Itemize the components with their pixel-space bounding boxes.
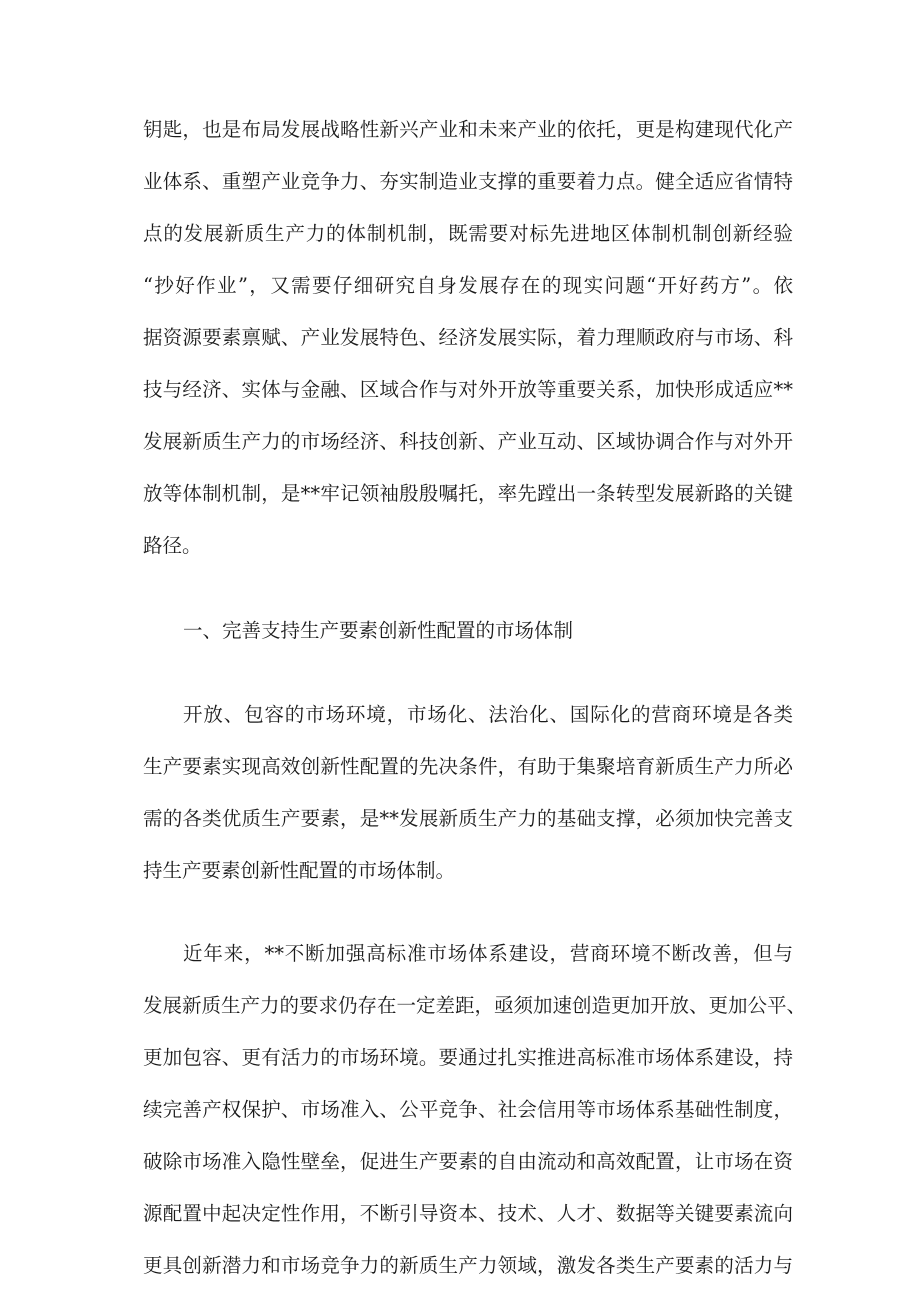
paragraph-line: 需的各类优质生产要素，是**发展新质生产力的基础支撑，必须加快完善支 — [143, 807, 793, 830]
paragraph-line: 发展新质生产力的市场经济、科技创新、产业互动、区域协调合作与对外开 — [143, 430, 793, 453]
paragraph-line: 破除市场准入隐性壁垒，促进生产要素的自由流动和高效配置，让市场在资 — [143, 1150, 793, 1173]
paragraph-line: 路径。 — [143, 534, 202, 557]
paragraph-line: 发展新质生产力的要求仍存在一定差距，亟须加速创造更加开放、更加公平、 — [143, 994, 807, 1017]
paragraph-line: 业体系、重塑产业竞争力、夯实制造业支撑的重要着力点。健全适应省情特 — [143, 170, 793, 193]
paragraph-line: 近年来，**不断加强高标准市场体系建设，营商环境不断改善，但与 — [183, 942, 793, 965]
paragraph-line: 据资源要素禀赋、产业发展特色、经济发展实际，着力理顺政府与市场、科 — [143, 326, 793, 349]
paragraph-line: 续完善产权保护、市场准入、公平竞争、社会信用等市场体系基础性制度， — [143, 1098, 793, 1121]
paragraph-line: 技与经济、实体与金融、区域合作与对外开放等重要关系，加快形成适应** — [143, 378, 793, 401]
paragraph-line: 放等体制机制，是**牢记领袖殷殷嘱托，率先蹚出一条转型发展新路的关键 — [143, 482, 793, 505]
paragraph-line: 更加包容、更有活力的市场环境。要通过扎实推进高标准市场体系建设，持 — [143, 1046, 793, 1069]
paragraph-line: 点的发展新质生产力的体制机制，既需要对标先进地区体制机制创新经验 — [143, 222, 793, 245]
paragraph-line: “抄好作业”，又需要仔细研究自身发展存在的现实问题“开好药方”。依 — [143, 274, 793, 297]
paragraph-line: 钥匙，也是布局发展战略性新兴产业和未来产业的依托，更是构建现代化产 — [143, 118, 793, 141]
section-heading: 一、完善支持生产要素创新性配置的市场体制 — [183, 619, 574, 642]
paragraph-line: 更具创新潜力和市场竞争力的新质生产力领域，激发各类生产要素的活力与 — [143, 1254, 793, 1277]
paragraph-line: 生产要素实现高效创新性配置的先决条件，有助于集聚培育新质生产力所必 — [143, 755, 793, 778]
paragraph-line: 开放、包容的市场环境，市场化、法治化、国际化的营商环境是各类 — [183, 703, 793, 726]
paragraph-line: 持生产要素创新性配置的市场体制。 — [143, 859, 456, 882]
paragraph-line: 源配置中起决定性作用，不断引导资本、技术、人才、数据等关键要素流向 — [143, 1202, 793, 1225]
